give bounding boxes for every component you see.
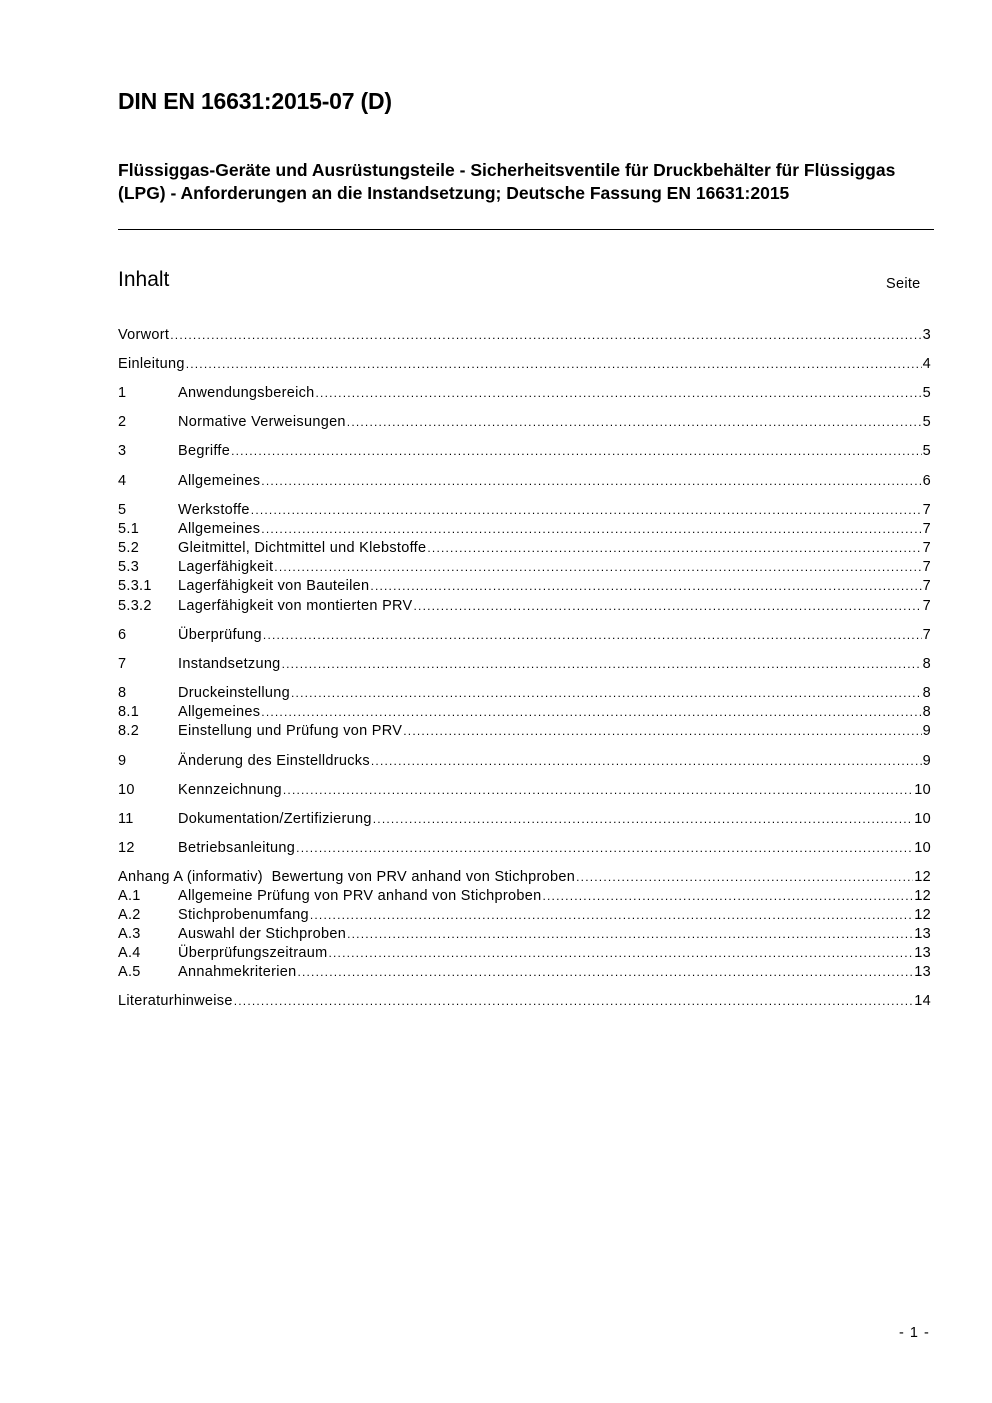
toc-dot-leader [296,839,913,857]
toc-entry[interactable] [118,781,931,799]
toc-dot-leader [261,472,921,490]
toc-entry-page: 7 [922,502,931,518]
toc-dot-leader [427,539,921,557]
toc-entry-title: Dokumentation/Zertifizierung [178,811,372,827]
toc-dot-leader [186,355,922,373]
toc-dot-leader [310,906,913,924]
toc-entry-page: 7 [922,627,931,643]
toc-entry-title: Annahmekriterien [178,964,297,980]
toc-entry[interactable] [118,703,931,721]
toc-entry-page: 13 [914,926,931,942]
toc-entry-page: 13 [914,964,931,980]
toc-dot-leader [261,703,921,721]
toc-dot-leader [231,442,922,460]
toc-entry-page: 12 [914,869,931,885]
toc-entry-title: Lagerfähigkeit von montierten PRV [178,598,413,614]
toc-dot-leader [261,520,921,538]
toc-dot-leader [347,413,922,431]
toc-entry-page: 4 [922,356,931,372]
toc-entry-title: Begriffe [178,443,231,459]
toc-entry-page: 12 [914,888,931,904]
document-title: DIN EN 16631:2015-07 (D) [118,88,392,114]
toc-entry[interactable] [118,501,931,519]
toc-entry[interactable] [118,626,931,644]
toc-entry[interactable] [118,413,931,431]
toc-entry-page: 5 [922,385,931,401]
toc-entry-page: 7 [922,598,931,614]
toc-entry-number: 6 [118,627,127,643]
toc-entry[interactable] [118,384,931,402]
toc-dot-leader [291,684,922,702]
toc-entry[interactable] [118,925,931,943]
toc-entry-page: 13 [914,945,931,961]
toc-entry-number: A.1 [118,888,141,904]
toc-entry-title: Allgemeine Prüfung von PRV anhand von Stichproben [178,888,542,904]
toc-entry-title: Allgemeines [178,473,261,489]
toc-entry[interactable] [118,810,931,828]
toc-entry[interactable] [118,326,931,344]
toc-entry-title: Werkstoffe [178,502,250,518]
toc-dot-leader [542,887,913,905]
toc-dot-leader [316,384,922,402]
toc-entry[interactable] [118,655,931,673]
toc-entry-number: 12 [118,840,135,856]
toc-entry-page: 7 [922,578,931,594]
toc-entry-title: Betriebsanleitung [178,840,296,856]
toc-entry[interactable] [118,577,931,595]
toc-entry-number: 5.3.1 [118,578,152,594]
toc-entry-number: A.4 [118,945,141,961]
toc-entry[interactable] [118,442,931,460]
toc-entry-title: Einleitung [118,356,185,372]
toc-dot-leader [347,925,913,943]
toc-entry-number: 2 [118,414,127,430]
toc-entry-title: Überprüfungszeitraum [178,945,328,961]
footer-page-number: - 1 - [899,1325,930,1341]
toc-entry-page: 7 [922,540,931,556]
toc-entry-page: 7 [922,521,931,537]
toc-entry[interactable] [118,539,931,557]
toc-entry-title: Druckeinstellung [178,685,290,701]
toc-entry-page: 5 [922,414,931,430]
toc-entry-number: 7 [118,656,127,672]
toc-entry-title: Lagerfähigkeit von Bauteilen [178,578,370,594]
toc-entry[interactable] [118,472,931,490]
toc-entry[interactable] [118,520,931,538]
toc-entry-number: 5.2 [118,540,140,556]
toc-entry-number: 5 [118,502,127,518]
toc-entry-number: A.3 [118,926,141,942]
toc-entry-number: 5.3 [118,559,140,575]
toc-entry[interactable] [118,597,931,615]
toc-entry-title: Änderung des Einstelldrucks [178,753,370,769]
toc-entry[interactable] [118,992,931,1010]
toc-entry-number: 4 [118,473,127,489]
toc-dot-leader [370,577,921,595]
toc-entry-number: A.2 [118,907,141,923]
toc-entry-title: Anwendungsbereich [178,385,315,401]
toc-entry-title: Allgemeines [178,521,261,537]
toc-entry-page: 10 [914,811,931,827]
toc-dot-leader [283,781,913,799]
toc-entry[interactable] [118,906,931,924]
toc-entry-title: Lagerfähigkeit [178,559,274,575]
toc-dot-leader [274,558,921,576]
toc-entry[interactable] [118,944,931,962]
toc-entry-title: Stichprobenumfang [178,907,309,923]
toc-entry[interactable] [118,558,931,576]
toc-entry-page: 10 [914,782,931,798]
toc-entry[interactable] [118,722,931,740]
toc-entry-page: 10 [914,840,931,856]
toc-entry-page: 7 [922,559,931,575]
toc-entry-title: Einstellung und Prüfung von PRV [178,723,403,739]
toc-entry-number: 10 [118,782,135,798]
toc-entry-number: 11 [118,811,134,827]
table-of-contents [118,0,931,1100]
toc-entry-page: 5 [922,443,931,459]
toc-entry-page: 8 [922,656,931,672]
toc-dot-leader [373,810,914,828]
toc-dot-leader [263,626,922,644]
toc-heading: Inhalt [118,268,170,291]
toc-entry-title: Gleitmittel, Dichtmittel und Klebstoffe [178,540,427,556]
toc-page-column-label: Seite [886,276,921,292]
toc-entry-number: 3 [118,443,127,459]
toc-dot-leader [371,752,922,770]
toc-entry-page: 8 [922,704,931,720]
toc-entry-number: 5.3.2 [118,598,152,614]
toc-dot-leader [170,326,921,344]
toc-dot-leader [403,722,921,740]
toc-entry[interactable] [118,839,931,857]
toc-dot-leader [297,963,913,981]
toc-entry-page: 8 [922,685,931,701]
toc-entry-number: 8 [118,685,127,701]
toc-entry-title: Allgemeines [178,704,261,720]
toc-entry-number: 9 [118,753,127,769]
toc-entry-number: 5.1 [118,521,140,537]
toc-entry-title: Literaturhinweise [118,993,233,1009]
toc-entry-title: Instandsetzung [178,656,281,672]
toc-entry-title: Überprüfung [178,627,262,643]
toc-entry-page: 14 [914,993,931,1009]
toc-dot-leader [251,501,922,519]
toc-entry-number: 8.2 [118,723,140,739]
toc-entry-title: Vorwort [118,327,170,343]
toc-entry[interactable] [118,963,931,981]
toc-entry[interactable] [118,355,931,373]
toc-dot-leader [234,992,914,1010]
toc-entry-title: Auswahl der Stichproben [178,926,347,942]
toc-entry-page: 6 [922,473,931,489]
toc-entry-title: Anhang A (informativ) Bewertung von PRV anhand von Stichproben [118,869,576,885]
toc-entry[interactable] [118,887,931,905]
toc-entry-number: A.5 [118,964,141,980]
toc-entry[interactable] [118,752,931,770]
document-subtitle: Flüssiggas-Geräte und Ausrüstungsteile - Sicherheitsventile für Druckbehälter für Flüssiggas (LPG) - Anforderungen an die Instandsetzung; Deutsche Fassung EN 16631:2015 [118,160,896,203]
toc-entry[interactable] [118,684,931,702]
toc-dot-leader [328,944,913,962]
toc-entry-page: 9 [922,723,931,739]
toc-dot-leader [282,655,922,673]
toc-entry-page: 3 [922,327,931,343]
toc-entry[interactable] [118,868,931,886]
toc-entry-number: 1 [118,385,127,401]
toc-entry-number: 8.1 [118,704,140,720]
toc-dot-leader [576,868,913,886]
toc-dot-leader [414,597,922,615]
toc-entry-page: 9 [922,753,931,769]
toc-entry-title: Kennzeichnung [178,782,282,798]
toc-entry-page: 12 [914,907,931,923]
toc-entry-title: Normative Verweisungen [178,414,346,430]
